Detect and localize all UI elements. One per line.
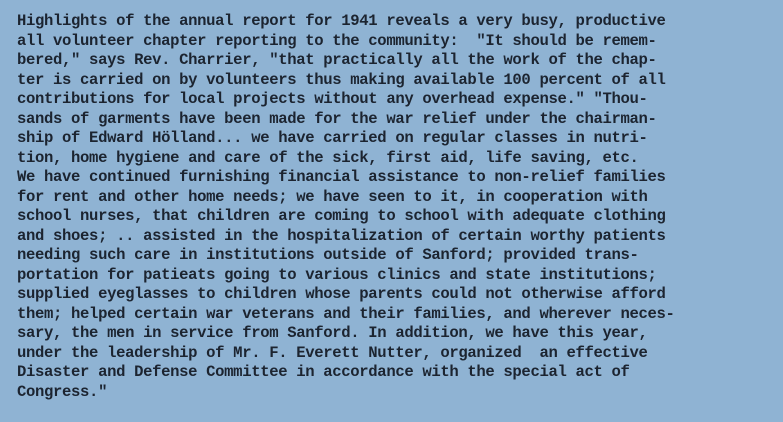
text-line: sary, the men in service from Sanford. In addition, we have this year,	[17, 324, 648, 342]
text-line: them; helped certain war veterans and their families, and wherever neces-	[17, 304, 675, 323]
text-line: Highlights of the annual report for 1941 reveals a very busy, productive	[17, 12, 666, 30]
text-line: for rent and other home needs; we have seen to it, in cooperation with	[17, 187, 648, 206]
text-line: all volunteer chapter reporting to the community: "It should be remem-	[17, 31, 657, 50]
text-line: bered," says Rev. Charrier, "that practically all the work of the chap-	[17, 51, 657, 69]
text-line: needing such care in institutions outside of Sanford; provided trans-	[17, 246, 639, 264]
text-line: under the leadership of Mr. F. Everett Nutter, organized an effective	[17, 343, 648, 362]
text-line: ship of Edward Hölland... we have carried on regular classes in nutri-	[17, 129, 648, 147]
text-line: school nurses, that children are coming to school with adequate clothing	[17, 207, 666, 225]
text-line: and shoes; .. assisted in the hospitalization of certain worthy patients	[17, 226, 666, 245]
text-line: We have continued furnishing financial assistance to non-relief families	[17, 168, 666, 186]
report-paragraph	[17, 12, 777, 402]
text-line: Congress."	[17, 382, 108, 401]
text-line: contributions for local projects without any overhead expense." "Thou-	[17, 90, 648, 108]
text-line: portation for patieats going to various clinics and state institutions;	[17, 265, 657, 284]
text-line: tion, home hygiene and care of the sick, first aid, life saving, etc.	[17, 148, 639, 167]
text-line: ter is carried on by volunteers thus making available 100 percent of all	[17, 70, 666, 89]
text-line: supplied eyeglasses to children whose parents could not otherwise afford	[17, 285, 666, 303]
text-line: Disaster and Defense Committee in accordance with the special act of	[17, 363, 630, 381]
text-line: sands of garments have been made for the war relief under the chairman-	[17, 109, 657, 128]
